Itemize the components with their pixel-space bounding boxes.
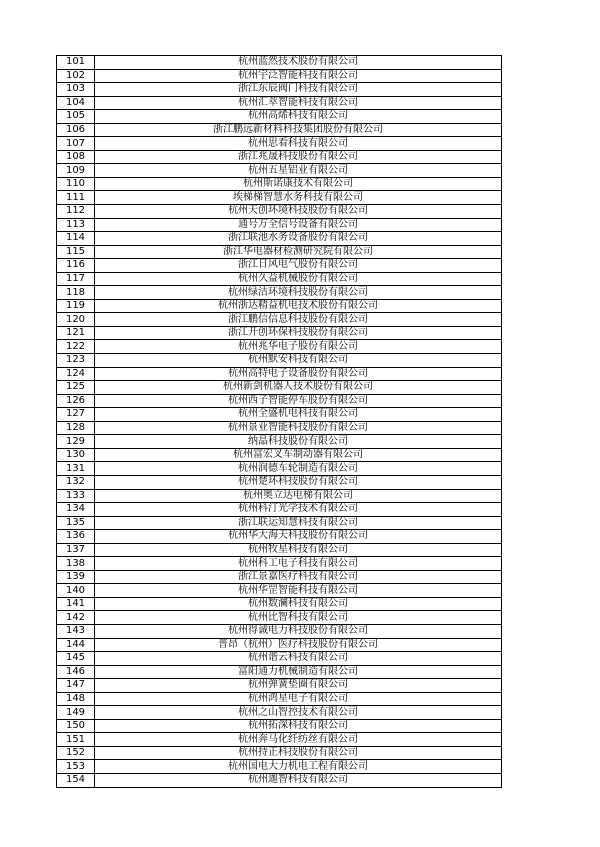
company-name: 杭州楚环科技股份有限公司 bbox=[95, 475, 502, 489]
company-name: 浙江鹏信信息科技股份有限公司 bbox=[95, 313, 502, 327]
company-name: 杭州默安科技有限公司 bbox=[95, 354, 502, 368]
table-row bbox=[57, 164, 502, 178]
company-name: 杭州高烯科技有限公司 bbox=[95, 110, 502, 124]
table-row bbox=[57, 475, 502, 489]
company-name: 杭州斯诺康技术有限公司 bbox=[95, 177, 502, 191]
company-name: 浙江景嘉医疗科技有限公司 bbox=[95, 570, 502, 584]
table-row bbox=[57, 326, 502, 340]
row-number: 150 bbox=[57, 719, 95, 733]
row-number: 139 bbox=[57, 570, 95, 584]
company-name: 浙江兆晟科技股份有限公司 bbox=[95, 150, 502, 164]
row-number: 116 bbox=[57, 259, 95, 273]
row-number: 107 bbox=[57, 137, 95, 151]
row-number: 105 bbox=[57, 110, 95, 124]
company-name: 杭州谐云科技有限公司 bbox=[95, 652, 502, 666]
row-number: 117 bbox=[57, 272, 95, 286]
table-row bbox=[57, 611, 502, 625]
company-name: 杭州国电大力机电工程有限公司 bbox=[95, 760, 502, 774]
company-name: 杭州思看科技有限公司 bbox=[95, 137, 502, 151]
table-row bbox=[57, 245, 502, 259]
row-number: 131 bbox=[57, 462, 95, 476]
table-row bbox=[57, 56, 502, 70]
row-number: 136 bbox=[57, 530, 95, 544]
company-name: 杭州拓深科技有限公司 bbox=[95, 719, 502, 733]
company-name: 杭州之山智控技术有限公司 bbox=[95, 706, 502, 720]
company-name: 杭州西子智能停车股份有限公司 bbox=[95, 394, 502, 408]
company-name: 浙江鹏远新材料科技集团股份有限公司 bbox=[95, 123, 502, 137]
table-row bbox=[57, 489, 502, 503]
table-row bbox=[57, 191, 502, 205]
row-number: 128 bbox=[57, 421, 95, 435]
table-row bbox=[57, 679, 502, 693]
company-name: 杭州蓝然技术股份有限公司 bbox=[95, 56, 502, 70]
row-number: 103 bbox=[57, 83, 95, 97]
row-number: 127 bbox=[57, 408, 95, 422]
company-name: 杭州华大海天科技股份有限公司 bbox=[95, 530, 502, 544]
table-row bbox=[57, 340, 502, 354]
company-name: 杭州弹簧垫圈有限公司 bbox=[95, 679, 502, 693]
company-name: 杭州宇泛智能科技有限公司 bbox=[95, 69, 502, 83]
row-number: 115 bbox=[57, 245, 95, 259]
company-name: 杭州科汀光学技术有限公司 bbox=[95, 503, 502, 517]
company-name: 浙江华电器材检测研究院有限公司 bbox=[95, 245, 502, 259]
row-number: 125 bbox=[57, 381, 95, 395]
company-name: 杭州奥立达电梯有限公司 bbox=[95, 489, 502, 503]
row-number: 110 bbox=[57, 177, 95, 191]
row-number: 153 bbox=[57, 760, 95, 774]
row-number: 112 bbox=[57, 205, 95, 219]
company-name: 杭州绿洁环境科技股份有限公司 bbox=[95, 286, 502, 300]
company-name: 富阳通力机械制造有限公司 bbox=[95, 665, 502, 679]
company-name: 杭州迦智科技有限公司 bbox=[95, 773, 502, 787]
row-number: 144 bbox=[57, 638, 95, 652]
company-name: 杭州汇萃智能科技有限公司 bbox=[95, 96, 502, 110]
row-number: 108 bbox=[57, 150, 95, 164]
row-number: 133 bbox=[57, 489, 95, 503]
company-name: 杭州鸿星电子有限公司 bbox=[95, 692, 502, 706]
company-name: 浙江联运知慧科技有限公司 bbox=[95, 516, 502, 530]
table-row bbox=[57, 150, 502, 164]
table-row bbox=[57, 692, 502, 706]
table-row bbox=[57, 557, 502, 571]
table-row bbox=[57, 516, 502, 530]
company-name: 杭州浙达精益机电技术股份有限公司 bbox=[95, 299, 502, 313]
company-name: 普昂（杭州）医疗科技股份有限公司 bbox=[95, 638, 502, 652]
table-row bbox=[57, 299, 502, 313]
table-row bbox=[57, 83, 502, 97]
table-row bbox=[57, 570, 502, 584]
company-list-table-wrapper bbox=[56, 55, 499, 788]
table-row bbox=[57, 313, 502, 327]
company-name: 浙江联池水务设备股份有限公司 bbox=[95, 232, 502, 246]
row-number: 129 bbox=[57, 435, 95, 449]
row-number: 122 bbox=[57, 340, 95, 354]
table-row bbox=[57, 624, 502, 638]
company-name: 杭州全盛机电科技有限公司 bbox=[95, 408, 502, 422]
company-name: 杭州久益机械股份有限公司 bbox=[95, 272, 502, 286]
row-number: 114 bbox=[57, 232, 95, 246]
table-row bbox=[57, 69, 502, 83]
row-number: 109 bbox=[57, 164, 95, 178]
table-row bbox=[57, 96, 502, 110]
row-number: 140 bbox=[57, 584, 95, 598]
row-number: 154 bbox=[57, 773, 95, 787]
row-number: 113 bbox=[57, 218, 95, 232]
company-name: 杭州数澜科技有限公司 bbox=[95, 597, 502, 611]
table-row bbox=[57, 408, 502, 422]
table-row bbox=[57, 638, 502, 652]
row-number: 134 bbox=[57, 503, 95, 517]
row-number: 147 bbox=[57, 679, 95, 693]
company-name: 杭州奔马化纤纺丝有限公司 bbox=[95, 733, 502, 747]
table-row bbox=[57, 665, 502, 679]
table-row bbox=[57, 110, 502, 124]
row-number: 137 bbox=[57, 543, 95, 557]
company-name: 杭州富宏叉车制动器有限公司 bbox=[95, 448, 502, 462]
row-number: 102 bbox=[57, 69, 95, 83]
table-row bbox=[57, 232, 502, 246]
row-number: 106 bbox=[57, 123, 95, 137]
company-name: 杭州得诚电力科技股份有限公司 bbox=[95, 624, 502, 638]
table-row bbox=[57, 760, 502, 774]
row-number: 152 bbox=[57, 746, 95, 760]
company-name: 杭州比智科技有限公司 bbox=[95, 611, 502, 625]
table-row bbox=[57, 719, 502, 733]
row-number: 151 bbox=[57, 733, 95, 747]
company-name: 浙江开创环保科技股份有限公司 bbox=[95, 326, 502, 340]
table-row bbox=[57, 218, 502, 232]
row-number: 149 bbox=[57, 706, 95, 720]
row-number: 135 bbox=[57, 516, 95, 530]
table-row bbox=[57, 733, 502, 747]
table-row bbox=[57, 503, 502, 517]
row-number: 101 bbox=[57, 56, 95, 70]
row-number: 123 bbox=[57, 354, 95, 368]
table-row bbox=[57, 773, 502, 787]
table-row bbox=[57, 272, 502, 286]
company-name: 通号万全信号设备有限公司 bbox=[95, 218, 502, 232]
table-row bbox=[57, 448, 502, 462]
table-row bbox=[57, 530, 502, 544]
row-number: 146 bbox=[57, 665, 95, 679]
row-number: 124 bbox=[57, 367, 95, 381]
company-name: 杭州华罡智能科技有限公司 bbox=[95, 584, 502, 598]
row-number: 120 bbox=[57, 313, 95, 327]
table-row bbox=[57, 584, 502, 598]
row-number: 148 bbox=[57, 692, 95, 706]
table-row bbox=[57, 421, 502, 435]
company-name: 杭州新剑机器人技术股份有限公司 bbox=[95, 381, 502, 395]
company-name: 杭州高特电子设备股份有限公司 bbox=[95, 367, 502, 381]
company-name: 杭州五星铝业有限公司 bbox=[95, 164, 502, 178]
row-number: 111 bbox=[57, 191, 95, 205]
table-row bbox=[57, 137, 502, 151]
row-number: 141 bbox=[57, 597, 95, 611]
company-name: 纳晶科技股份有限公司 bbox=[95, 435, 502, 449]
row-number: 104 bbox=[57, 96, 95, 110]
table-row bbox=[57, 706, 502, 720]
company-name: 浙江日风电气股份有限公司 bbox=[95, 259, 502, 273]
table-row bbox=[57, 394, 502, 408]
company-name: 杭州牧星科技有限公司 bbox=[95, 543, 502, 557]
table-row bbox=[57, 177, 502, 191]
company-name: 杭州科工电子科技有限公司 bbox=[95, 557, 502, 571]
company-list-body bbox=[57, 56, 502, 788]
table-row bbox=[57, 286, 502, 300]
table-row bbox=[57, 652, 502, 666]
table-row bbox=[57, 746, 502, 760]
row-number: 142 bbox=[57, 611, 95, 625]
company-name: 杭州润德车轮制造有限公司 bbox=[95, 462, 502, 476]
row-number: 138 bbox=[57, 557, 95, 571]
table-row bbox=[57, 367, 502, 381]
row-number: 145 bbox=[57, 652, 95, 666]
row-number: 126 bbox=[57, 394, 95, 408]
table-row bbox=[57, 123, 502, 137]
company-name: 杭州兆华电子股份有限公司 bbox=[95, 340, 502, 354]
row-number: 132 bbox=[57, 475, 95, 489]
table-row bbox=[57, 462, 502, 476]
company-name: 浙江东辰阀门科技有限公司 bbox=[95, 83, 502, 97]
table-row bbox=[57, 543, 502, 557]
company-name: 埃梯梯智慧水务科技有限公司 bbox=[95, 191, 502, 205]
row-number: 143 bbox=[57, 624, 95, 638]
row-number: 118 bbox=[57, 286, 95, 300]
table-row bbox=[57, 354, 502, 368]
row-number: 119 bbox=[57, 299, 95, 313]
table-row bbox=[57, 205, 502, 219]
table-row bbox=[57, 597, 502, 611]
company-list-table bbox=[56, 55, 502, 788]
row-number: 121 bbox=[57, 326, 95, 340]
company-name: 杭州持正科技股份有限公司 bbox=[95, 746, 502, 760]
company-name: 杭州景业智能科技股份有限公司 bbox=[95, 421, 502, 435]
company-name: 杭州天创环境科技股份有限公司 bbox=[95, 205, 502, 219]
table-row bbox=[57, 259, 502, 273]
table-row bbox=[57, 435, 502, 449]
table-row bbox=[57, 381, 502, 395]
row-number: 130 bbox=[57, 448, 95, 462]
